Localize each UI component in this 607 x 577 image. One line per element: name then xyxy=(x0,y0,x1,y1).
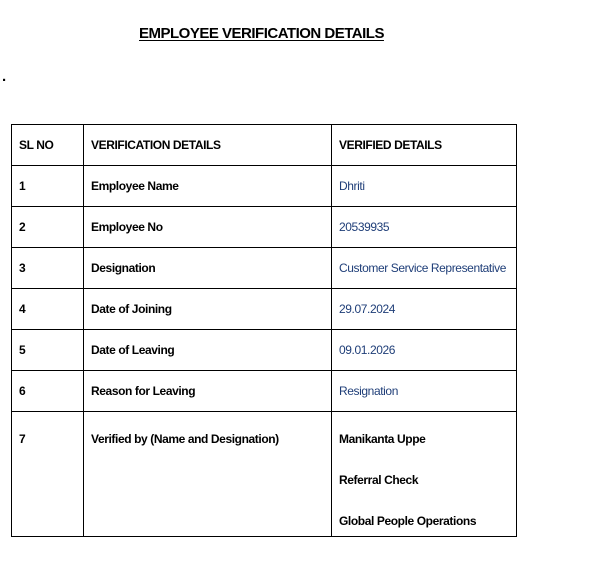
row-detail-label: Reason for Leaving xyxy=(84,371,332,412)
row-sl-no: 5 xyxy=(12,330,84,371)
table-row xyxy=(12,371,517,412)
header-sl-no: SL NO xyxy=(12,125,84,166)
row-sl-no: 7 xyxy=(12,412,84,537)
header-verified-details: VERIFIED DETAILS xyxy=(332,125,517,166)
row-verified-value: Resignation xyxy=(332,371,517,412)
row-verified-value: 29.07.2024 xyxy=(332,289,517,330)
table-row xyxy=(12,412,517,537)
table-row xyxy=(12,207,517,248)
row-detail-label: Verified by (Name and Designation) xyxy=(84,412,332,537)
verification-table xyxy=(11,124,517,537)
table-header-row xyxy=(12,125,517,166)
stray-mark: . xyxy=(2,68,7,85)
row-sl-no: 2 xyxy=(12,207,84,248)
header-verification-details: VERIFICATION DETAILS xyxy=(84,125,332,166)
row-detail-label: Employee Name xyxy=(84,166,332,207)
verifier-department: Global People Operations xyxy=(339,514,477,528)
verifier-name: Manikanta Uppe xyxy=(339,432,426,446)
verifier-team: Referral Check xyxy=(339,473,419,487)
row-sl-no: 4 xyxy=(12,289,84,330)
row-detail-label: Date of Leaving xyxy=(84,330,332,371)
table-row xyxy=(12,248,517,289)
row-verified-value xyxy=(332,412,517,537)
row-sl-no: 3 xyxy=(12,248,84,289)
table-row xyxy=(12,330,517,371)
table-row xyxy=(12,166,517,207)
table-row xyxy=(12,289,517,330)
row-detail-label: Date of Joining xyxy=(84,289,332,330)
row-detail-label: Employee No xyxy=(84,207,332,248)
page-title: EMPLOYEE VERIFICATION DETAILS xyxy=(139,25,384,42)
row-detail-label: Designation xyxy=(84,248,332,289)
row-sl-no: 1 xyxy=(12,166,84,207)
row-verified-value: Dhriti xyxy=(332,166,517,207)
row-verified-value: 20539935 xyxy=(332,207,517,248)
row-sl-no: 6 xyxy=(12,371,84,412)
row-verified-value: Customer Service Representative xyxy=(332,248,517,289)
row-verified-value: 09.01.2026 xyxy=(332,330,517,371)
